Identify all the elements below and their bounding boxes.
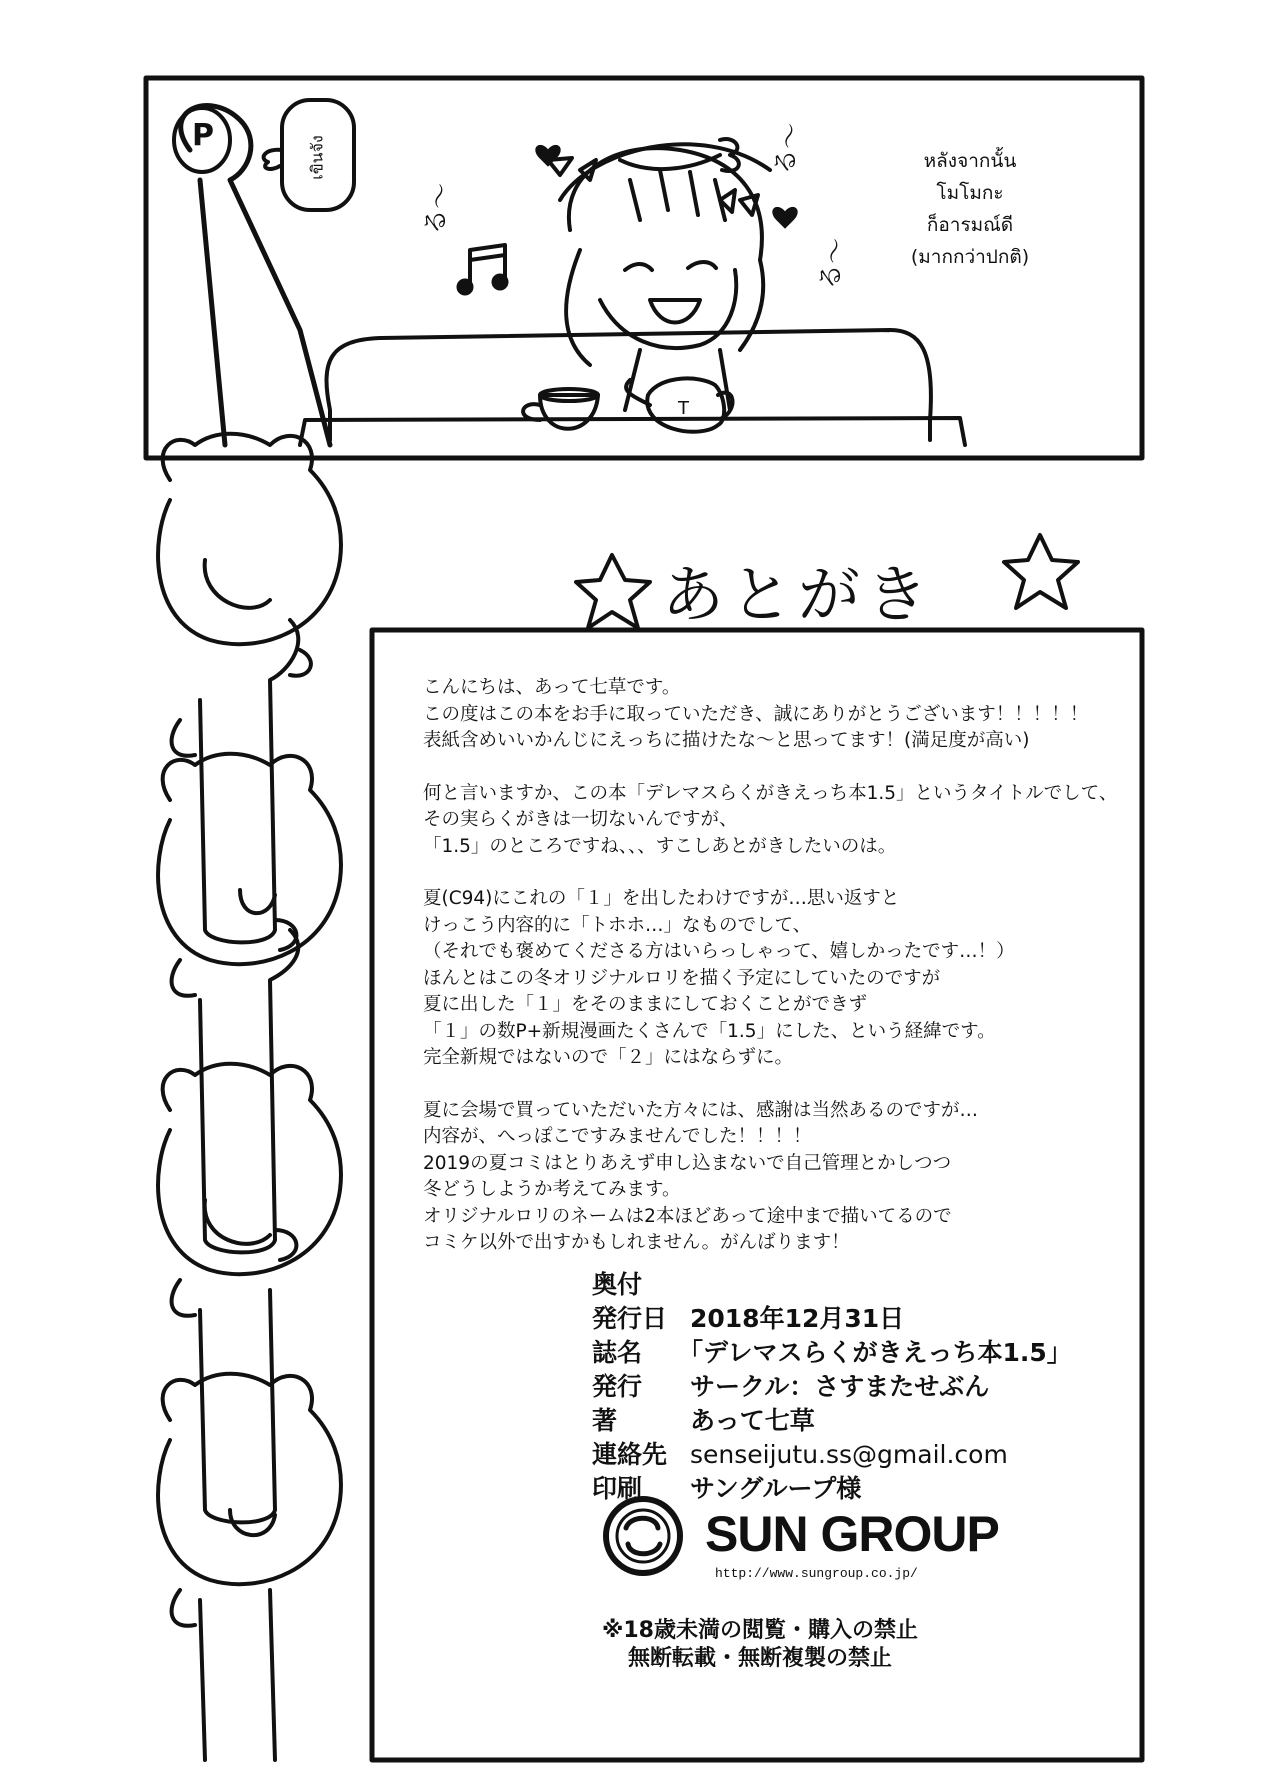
colophon-row	[592, 1404, 1072, 1438]
paragraph	[423, 886, 1123, 1072]
colophon-key: 連絡先	[592, 1440, 668, 1469]
text-line: 冬どうしようか考えてみます。	[423, 1179, 681, 1200]
text-line: オリジナルロリのネームは2本ほどあって途中まで描いてるので	[423, 1205, 952, 1227]
teapot-label: T	[678, 398, 689, 419]
sofa	[327, 330, 931, 440]
text-line: （それでも褒めてくださる方はいらっしゃって、嬉しかったです…！）	[423, 941, 1015, 962]
sfx-text: る〜	[814, 235, 853, 293]
notice-line: ※18歳未満の閲覧・購入の禁止	[601, 1618, 918, 1643]
text-line: 夏に出した「１」をそのままにしておくことができず	[423, 994, 868, 1015]
colophon-heading: 奥付	[592, 1270, 643, 1299]
speech-bubble-text: เขินจัง	[307, 135, 327, 180]
star-left-icon	[576, 555, 650, 628]
narration-line: (มากกว่าปกติ)	[910, 246, 1030, 268]
text-line: 2019の夏コミはとりあえず申し込まないで自己管理とかしつつ	[423, 1152, 952, 1174]
colophon-value: 「デレマスらくがきえっち本1.5」	[678, 1338, 1072, 1367]
bear-4	[158, 1374, 341, 1760]
text-line: 内容が、へっぽこですみませんでした！！！！	[423, 1126, 812, 1147]
colophon-row	[592, 1336, 1072, 1370]
text-line: 夏(C94)にこれの「１」を出したわけですが…思い返すと	[423, 888, 900, 909]
girl-character	[548, 144, 770, 410]
colophon-row	[592, 1302, 1072, 1336]
text-line: 表紙含めいいかんじにえっちに描けたな〜と思ってます！(満足度が高い)	[423, 730, 1030, 751]
colophon-email[interactable]: senseijutu.ss@gmail.com	[690, 1440, 1008, 1469]
text-line: 「１」の数P+新規漫画たくさんで「1.5」にした、という経緯です。	[423, 1020, 996, 1042]
colophon	[592, 1268, 1072, 1506]
text-line: コミケ以外で出すかもしれません。がんばります！	[423, 1232, 850, 1253]
colophon-value: サングループ様	[690, 1474, 862, 1503]
colophon-row	[592, 1370, 1072, 1404]
text-line: こんにちは、あって七草です。	[423, 677, 681, 698]
age-notice	[560, 1617, 960, 1673]
colophon-key: 印刷	[592, 1474, 643, 1503]
heart-icon-2	[773, 207, 797, 228]
colophon-value: あって七草	[690, 1406, 815, 1435]
sfx-text: る〜	[419, 180, 458, 238]
sun-group-logo-icon	[606, 1499, 680, 1573]
table	[300, 418, 965, 445]
narration-line: โมโมกะ	[936, 182, 1004, 204]
text-line: 何と言いますか、この本「デレマスらくがきえっち本1.5」というタイトルでして、	[423, 782, 1118, 804]
colophon-key: 著	[592, 1406, 618, 1435]
logo-url[interactable]: http://www.sungroup.co.jp/	[715, 1566, 918, 1581]
note-head-2	[494, 276, 506, 288]
narration-line: ก็อารมณ์ดี	[926, 214, 1014, 236]
text-line: その実らくがきは一切ないんですが、	[423, 809, 738, 830]
narration-line: หลังจากนั้น	[923, 150, 1017, 172]
text-line: この度はこの本をお手に取っていただき、誠にありがとうございます！！！！！	[423, 703, 1089, 725]
bear-1	[158, 434, 341, 950]
colophon-value: サークル：さすまたせぶん	[690, 1372, 990, 1401]
paragraph	[423, 675, 1123, 755]
notice-line: 無断転載・無断複製の禁止	[627, 1646, 892, 1671]
text-line: 「1.5」のところですね、、、すこしあとがきしたいのは。	[423, 835, 897, 857]
star-right-icon	[1004, 535, 1078, 608]
colophon-value: 2018年12月31日	[690, 1304, 905, 1333]
colophon-key: 発行	[592, 1372, 643, 1401]
heart-icon	[536, 145, 560, 166]
colophon-row	[592, 1438, 1072, 1472]
p-badge-label: P	[192, 118, 214, 153]
paragraph	[423, 1098, 1123, 1257]
narration	[870, 145, 1070, 273]
afterword-body	[423, 675, 1123, 1283]
note-head-1	[459, 281, 471, 293]
paragraph	[423, 781, 1123, 861]
colophon-key: 誌名	[592, 1338, 643, 1367]
bear-2	[158, 754, 341, 1260]
sfx-text: る〜	[769, 120, 808, 178]
text-line: けっこう内容的に「トホホ…」なものでして、	[423, 914, 812, 936]
text-line: ほんとはこの冬オリジナルロリを描く予定にしていたのですが	[423, 967, 941, 989]
colophon-key: 発行日	[592, 1304, 668, 1333]
colophon-row	[592, 1472, 1072, 1506]
text-line: 完全新規ではないので「２」にはならずに。	[423, 1047, 794, 1068]
afterword-title: あとがき	[662, 558, 935, 631]
text-line: 夏に会場で買っていただいた方々には、感謝は当然あるのですが…	[423, 1099, 979, 1121]
logo-name: SUN GROUP	[705, 1506, 999, 1562]
bear-3	[158, 1064, 341, 1523]
